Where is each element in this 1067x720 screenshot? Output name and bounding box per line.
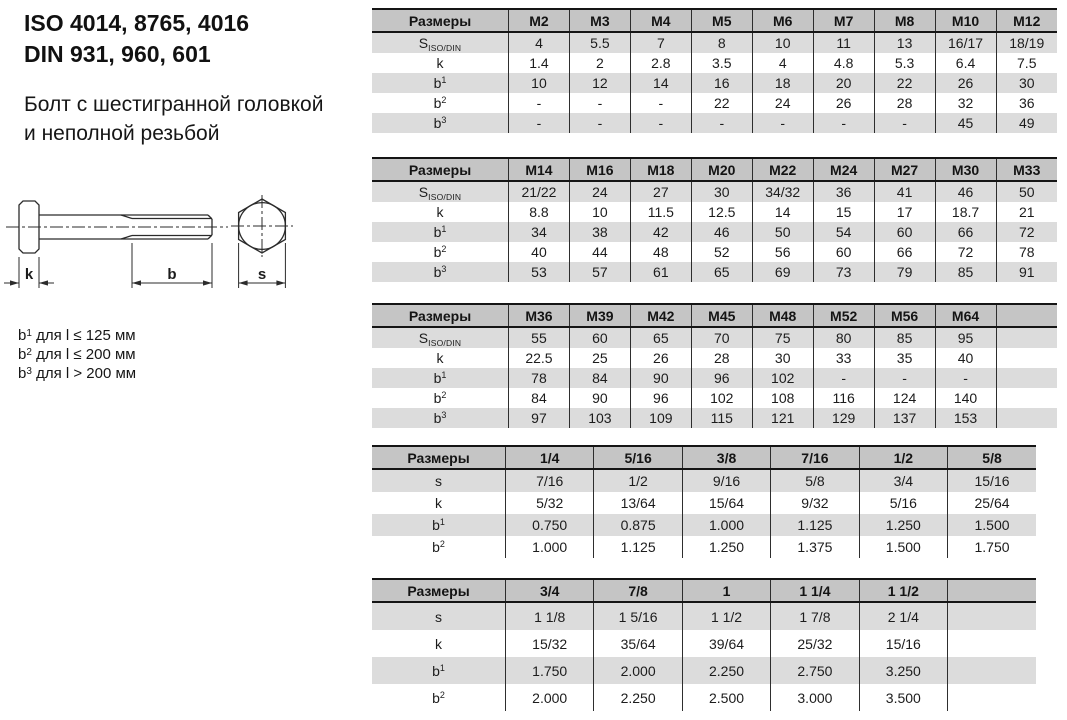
- legend-line-b3: $b^3$ для l > 200 мм: [18, 365, 137, 382]
- value-cell: 116: [813, 388, 874, 408]
- value-cell: 3.250: [859, 657, 947, 684]
- table-row: [372, 536, 1036, 558]
- value-cell: 102: [752, 368, 813, 388]
- centerlines: [6, 195, 293, 257]
- value-cell: 28: [691, 348, 752, 368]
- value-cell: 2.250: [594, 684, 682, 711]
- value-cell: 13: [874, 32, 935, 53]
- table-metric-m14-m33: [372, 157, 1057, 282]
- value-cell: -: [691, 113, 752, 133]
- value-cell: 61: [630, 262, 691, 282]
- value-cell: -: [630, 113, 691, 133]
- table-header-row: [372, 158, 1057, 181]
- value-cell: 65: [630, 327, 691, 348]
- value-cell: 45: [935, 113, 996, 133]
- column-header-size: M6: [752, 9, 813, 32]
- value-cell: 140: [935, 388, 996, 408]
- value-cell: 12.5: [691, 202, 752, 222]
- row-label: $b^2$: [433, 95, 447, 111]
- column-header-size: M52: [813, 304, 874, 327]
- value-cell: 137: [874, 408, 935, 428]
- column-header-size: M5: [691, 9, 752, 32]
- column-header-size: M64: [935, 304, 996, 327]
- value-cell: 70: [691, 327, 752, 348]
- value-cell: [948, 602, 1036, 630]
- value-cell: 65: [691, 262, 752, 282]
- value-cell: 2.000: [506, 684, 594, 711]
- value-cell: 3.000: [771, 684, 859, 711]
- value-cell: 4: [752, 53, 813, 73]
- value-cell: 27: [630, 181, 691, 202]
- value-cell: 1 5/16: [594, 602, 682, 630]
- table-row: [372, 73, 1057, 93]
- row-label: $S_{ISO/DIN}$: [418, 330, 462, 348]
- row-label: $S_{ISO/DIN}$: [418, 184, 462, 202]
- value-cell: 6.4: [935, 53, 996, 73]
- value-cell: 97: [509, 408, 570, 428]
- column-header-size: M24: [813, 158, 874, 181]
- row-label: $b^2$: [432, 689, 445, 706]
- table-row: [372, 348, 1057, 368]
- value-cell: 22: [874, 73, 935, 93]
- column-header-size: M33: [996, 158, 1057, 181]
- row-label: $b^1$: [432, 517, 445, 533]
- value-cell: 2: [569, 53, 630, 73]
- value-cell: 91: [996, 262, 1057, 282]
- column-header-size: M8: [874, 9, 935, 32]
- value-cell: 22.5: [509, 348, 570, 368]
- value-cell: 40: [509, 242, 570, 262]
- column-header-size: M14: [509, 158, 570, 181]
- table-row: [372, 492, 1036, 514]
- value-cell: -: [509, 93, 570, 113]
- value-cell: 96: [630, 388, 691, 408]
- value-cell: 2.500: [682, 684, 770, 711]
- value-cell: 34/32: [752, 181, 813, 202]
- value-cell: 108: [752, 388, 813, 408]
- row-label: $b^3$: [433, 264, 447, 280]
- value-cell: 1/2: [594, 469, 682, 492]
- column-header-size: M56: [874, 304, 935, 327]
- value-cell: 42: [630, 222, 691, 242]
- subtitle-line-1: Болт с шестигранной головкой: [24, 93, 324, 116]
- legend-line-b1: $b^1$ для l ≤ 125 мм: [18, 327, 136, 344]
- value-cell: 50: [752, 222, 813, 242]
- value-cell: 90: [569, 388, 630, 408]
- table-row: [372, 93, 1057, 113]
- value-cell: -: [874, 113, 935, 133]
- value-cell: [948, 657, 1036, 684]
- row-label: $b^3$: [433, 115, 447, 131]
- column-header-size: 7/16: [771, 446, 859, 469]
- value-cell: 153: [935, 408, 996, 428]
- column-header-size: 1 1/2: [859, 579, 947, 602]
- table-row: [372, 181, 1057, 202]
- value-cell: 20: [813, 73, 874, 93]
- table-header-row: [372, 579, 1036, 602]
- column-header-size: M3: [569, 9, 630, 32]
- value-cell: 85: [935, 262, 996, 282]
- column-header-size: M16: [569, 158, 630, 181]
- value-cell: 16/17: [935, 32, 996, 53]
- value-cell: 22: [691, 93, 752, 113]
- value-cell: 52: [691, 242, 752, 262]
- column-header-sizes: Размеры: [372, 579, 506, 602]
- dim-label-k: k: [24, 266, 34, 283]
- table-row: [372, 657, 1036, 684]
- column-header-empty: [996, 304, 1057, 327]
- table-row: [372, 602, 1036, 630]
- value-cell: 53: [509, 262, 570, 282]
- value-cell: 12: [569, 73, 630, 93]
- table-imperial-threequarters-to-oneandhalf: [372, 578, 1036, 711]
- value-cell: 36: [813, 181, 874, 202]
- value-cell: 54: [813, 222, 874, 242]
- row-label: $b^2$: [433, 390, 447, 406]
- table-row: [372, 630, 1036, 657]
- value-cell: 44: [569, 242, 630, 262]
- din-standards-line: DIN 931, 960, 601: [24, 41, 211, 67]
- column-header-size: M45: [691, 304, 752, 327]
- value-cell: 4: [509, 32, 570, 53]
- value-cell: 9/32: [771, 492, 859, 514]
- value-cell: 95: [935, 327, 996, 348]
- value-cell: 10: [569, 202, 630, 222]
- value-cell: 1.4: [509, 53, 570, 73]
- table-row: [372, 222, 1057, 242]
- value-cell: 18: [752, 73, 813, 93]
- value-cell: 2.750: [771, 657, 859, 684]
- value-cell: 38: [569, 222, 630, 242]
- value-cell: 79: [874, 262, 935, 282]
- value-cell: 90: [630, 368, 691, 388]
- value-cell: 36: [996, 93, 1057, 113]
- value-cell: 46: [935, 181, 996, 202]
- value-cell: 57: [569, 262, 630, 282]
- value-cell: 10: [752, 32, 813, 53]
- value-cell: 2.8: [630, 53, 691, 73]
- value-cell: 14: [752, 202, 813, 222]
- value-cell: 7: [630, 32, 691, 53]
- table-header-row: [372, 446, 1036, 469]
- value-cell: 14: [630, 73, 691, 93]
- bolt-technical-drawing: [0, 190, 320, 302]
- value-cell: 109: [630, 408, 691, 428]
- value-cell: 5.3: [874, 53, 935, 73]
- page-subtitle: [24, 90, 323, 148]
- value-cell: 30: [996, 73, 1057, 93]
- value-cell: 4.8: [813, 53, 874, 73]
- value-cell: 46: [691, 222, 752, 242]
- table-row: [372, 388, 1057, 408]
- table-row: [372, 53, 1057, 73]
- value-cell: 35: [874, 348, 935, 368]
- value-cell: 9/16: [682, 469, 770, 492]
- value-cell: 60: [874, 222, 935, 242]
- column-header-size: M30: [935, 158, 996, 181]
- row-label: $b^1$: [433, 75, 447, 91]
- value-cell: 5/16: [859, 492, 947, 514]
- column-header-size: M27: [874, 158, 935, 181]
- value-cell: 1.750: [948, 536, 1036, 558]
- value-cell: 11.5: [630, 202, 691, 222]
- value-cell: 1.250: [682, 536, 770, 558]
- value-cell: [996, 327, 1057, 348]
- subtitle-line-2: и неполной резьбой: [24, 122, 220, 145]
- value-cell: 16: [691, 73, 752, 93]
- column-header-size: M4: [630, 9, 691, 32]
- column-header-size: M36: [509, 304, 570, 327]
- value-cell: 32: [935, 93, 996, 113]
- table-row: [372, 327, 1057, 348]
- value-cell: 35/64: [594, 630, 682, 657]
- row-label: $b^2$: [432, 539, 445, 555]
- value-cell: -: [752, 113, 813, 133]
- column-header-empty: [948, 579, 1036, 602]
- value-cell: [948, 684, 1036, 711]
- row-label: $b^2$: [433, 244, 447, 260]
- value-cell: 1.250: [859, 514, 947, 536]
- value-cell: 25/64: [948, 492, 1036, 514]
- value-cell: 115: [691, 408, 752, 428]
- value-cell: 1.750: [506, 657, 594, 684]
- row-label: $S_{ISO/DIN}$: [418, 35, 462, 53]
- value-cell: 7.5: [996, 53, 1057, 73]
- value-cell: 1 1/8: [506, 602, 594, 630]
- value-cell: [996, 408, 1057, 428]
- table-row: [372, 408, 1057, 428]
- value-cell: 56: [752, 242, 813, 262]
- value-cell: 0.750: [506, 514, 594, 536]
- column-header-size: M2: [509, 9, 570, 32]
- value-cell: 33: [813, 348, 874, 368]
- value-cell: [996, 348, 1057, 368]
- column-header-size: 1/2: [859, 446, 947, 469]
- row-label: $b^1$: [433, 370, 447, 386]
- value-cell: 24: [752, 93, 813, 113]
- value-cell: 34: [509, 222, 570, 242]
- row-label: $b^1$: [433, 224, 447, 240]
- value-cell: 80: [813, 327, 874, 348]
- value-cell: [996, 368, 1057, 388]
- value-cell: 60: [569, 327, 630, 348]
- value-cell: 55: [509, 327, 570, 348]
- value-cell: 5/32: [506, 492, 594, 514]
- column-header-size: M22: [752, 158, 813, 181]
- column-header-size: M39: [569, 304, 630, 327]
- value-cell: 124: [874, 388, 935, 408]
- value-cell: 28: [874, 93, 935, 113]
- value-cell: 30: [691, 181, 752, 202]
- value-cell: 7/16: [506, 469, 594, 492]
- value-cell: 66: [935, 222, 996, 242]
- value-cell: 11: [813, 32, 874, 53]
- value-cell: 72: [935, 242, 996, 262]
- value-cell: 41: [874, 181, 935, 202]
- column-header-size: 5/16: [594, 446, 682, 469]
- value-cell: 15/32: [506, 630, 594, 657]
- value-cell: 2.250: [682, 657, 770, 684]
- value-cell: 73: [813, 262, 874, 282]
- table-row: [372, 368, 1057, 388]
- column-header-size: 7/8: [594, 579, 682, 602]
- value-cell: 40: [935, 348, 996, 368]
- value-cell: 85: [874, 327, 935, 348]
- column-header-size: 1 1/4: [771, 579, 859, 602]
- value-cell: 18.7: [935, 202, 996, 222]
- value-cell: 8: [691, 32, 752, 53]
- table-row: [372, 514, 1036, 536]
- value-cell: 3.500: [859, 684, 947, 711]
- column-header-size: 1/4: [506, 446, 594, 469]
- value-cell: 50: [996, 181, 1057, 202]
- column-header-sizes: Размеры: [372, 9, 509, 32]
- column-header-size: M20: [691, 158, 752, 181]
- value-cell: 1 1/2: [682, 602, 770, 630]
- value-cell: 25: [569, 348, 630, 368]
- value-cell: 69: [752, 262, 813, 282]
- table-metric-m36-m64: [372, 303, 1057, 428]
- value-cell: 2.000: [594, 657, 682, 684]
- value-cell: 3/4: [859, 469, 947, 492]
- column-header-sizes: Размеры: [372, 446, 506, 469]
- column-header-size: 3/4: [506, 579, 594, 602]
- value-cell: 1 7/8: [771, 602, 859, 630]
- value-cell: 26: [935, 73, 996, 93]
- value-cell: 18/19: [996, 32, 1057, 53]
- column-header-sizes: Размеры: [372, 304, 509, 327]
- column-header-size: 5/8: [948, 446, 1036, 469]
- value-cell: 84: [569, 368, 630, 388]
- iso-standards-line: ISO 4014, 8765, 4016: [24, 10, 250, 36]
- table-header-row: [372, 9, 1057, 32]
- value-cell: -: [874, 368, 935, 388]
- value-cell: 48: [630, 242, 691, 262]
- table-row: [372, 684, 1036, 711]
- value-cell: 15/16: [948, 469, 1036, 492]
- value-cell: 15: [813, 202, 874, 222]
- value-cell: 21: [996, 202, 1057, 222]
- value-cell: -: [630, 93, 691, 113]
- column-header-size: M12: [996, 9, 1057, 32]
- column-header-sizes: Размеры: [372, 158, 509, 181]
- value-cell: 1.000: [682, 514, 770, 536]
- column-header-size: M18: [630, 158, 691, 181]
- column-header-size: 1: [682, 579, 770, 602]
- value-cell: 30: [752, 348, 813, 368]
- table-row: [372, 262, 1057, 282]
- table-metric-m2-m12: [372, 8, 1057, 133]
- value-cell: 5.5: [569, 32, 630, 53]
- row-label: k: [436, 350, 444, 366]
- value-cell: -: [935, 368, 996, 388]
- value-cell: 21/22: [509, 181, 570, 202]
- page-title: [24, 8, 249, 70]
- table-row: [372, 242, 1057, 262]
- value-cell: 75: [752, 327, 813, 348]
- table-header-row: [372, 304, 1057, 327]
- column-header-size: 3/8: [682, 446, 770, 469]
- value-cell: -: [509, 113, 570, 133]
- value-cell: [996, 388, 1057, 408]
- value-cell: 15/16: [859, 630, 947, 657]
- value-cell: 84: [509, 388, 570, 408]
- value-cell: 60: [813, 242, 874, 262]
- value-cell: 102: [691, 388, 752, 408]
- value-cell: 0.875: [594, 514, 682, 536]
- row-label: s: [435, 473, 442, 489]
- value-cell: 1.375: [771, 536, 859, 558]
- row-label: s: [435, 608, 442, 625]
- table-imperial-quarter-to-fiveeighths: [372, 445, 1036, 558]
- value-cell: -: [813, 368, 874, 388]
- table-row: [372, 32, 1057, 53]
- value-cell: 3.5: [691, 53, 752, 73]
- value-cell: 1.000: [506, 536, 594, 558]
- column-header-size: M42: [630, 304, 691, 327]
- value-cell: 13/64: [594, 492, 682, 514]
- column-header-size: M48: [752, 304, 813, 327]
- row-label: k: [436, 204, 444, 220]
- value-cell: 39/64: [682, 630, 770, 657]
- value-cell: 5/8: [771, 469, 859, 492]
- value-cell: 24: [569, 181, 630, 202]
- value-cell: 78: [509, 368, 570, 388]
- value-cell: 1.500: [948, 514, 1036, 536]
- value-cell: 66: [874, 242, 935, 262]
- row-label: k: [436, 55, 444, 71]
- table-row: [372, 113, 1057, 133]
- value-cell: -: [569, 93, 630, 113]
- value-cell: 10: [509, 73, 570, 93]
- legend-line-b2: $b^2$ для l ≤ 200 мм: [18, 346, 136, 363]
- table-row: [372, 202, 1057, 222]
- table-row: [372, 469, 1036, 492]
- value-cell: 1.125: [594, 536, 682, 558]
- thread-length-legend: [18, 326, 136, 383]
- value-cell: [948, 630, 1036, 657]
- row-label: k: [435, 635, 442, 652]
- value-cell: -: [569, 113, 630, 133]
- column-header-size: M10: [935, 9, 996, 32]
- column-header-size: M7: [813, 9, 874, 32]
- value-cell: 72: [996, 222, 1057, 242]
- value-cell: 17: [874, 202, 935, 222]
- value-cell: 1.500: [859, 536, 947, 558]
- dim-label-s: s: [257, 266, 267, 283]
- value-cell: 121: [752, 408, 813, 428]
- value-cell: 1.125: [771, 514, 859, 536]
- value-cell: -: [813, 113, 874, 133]
- value-cell: 15/64: [682, 492, 770, 514]
- row-label: k: [435, 495, 442, 511]
- row-label: $b^3$: [433, 410, 447, 426]
- value-cell: 96: [691, 368, 752, 388]
- value-cell: 49: [996, 113, 1057, 133]
- value-cell: 25/32: [771, 630, 859, 657]
- value-cell: 2 1/4: [859, 602, 947, 630]
- value-cell: 78: [996, 242, 1057, 262]
- dim-label-b: b: [167, 266, 177, 283]
- value-cell: 129: [813, 408, 874, 428]
- row-label: $b^1$: [432, 662, 445, 679]
- value-cell: 26: [813, 93, 874, 113]
- value-cell: 8.8: [509, 202, 570, 222]
- value-cell: 26: [630, 348, 691, 368]
- value-cell: 103: [569, 408, 630, 428]
